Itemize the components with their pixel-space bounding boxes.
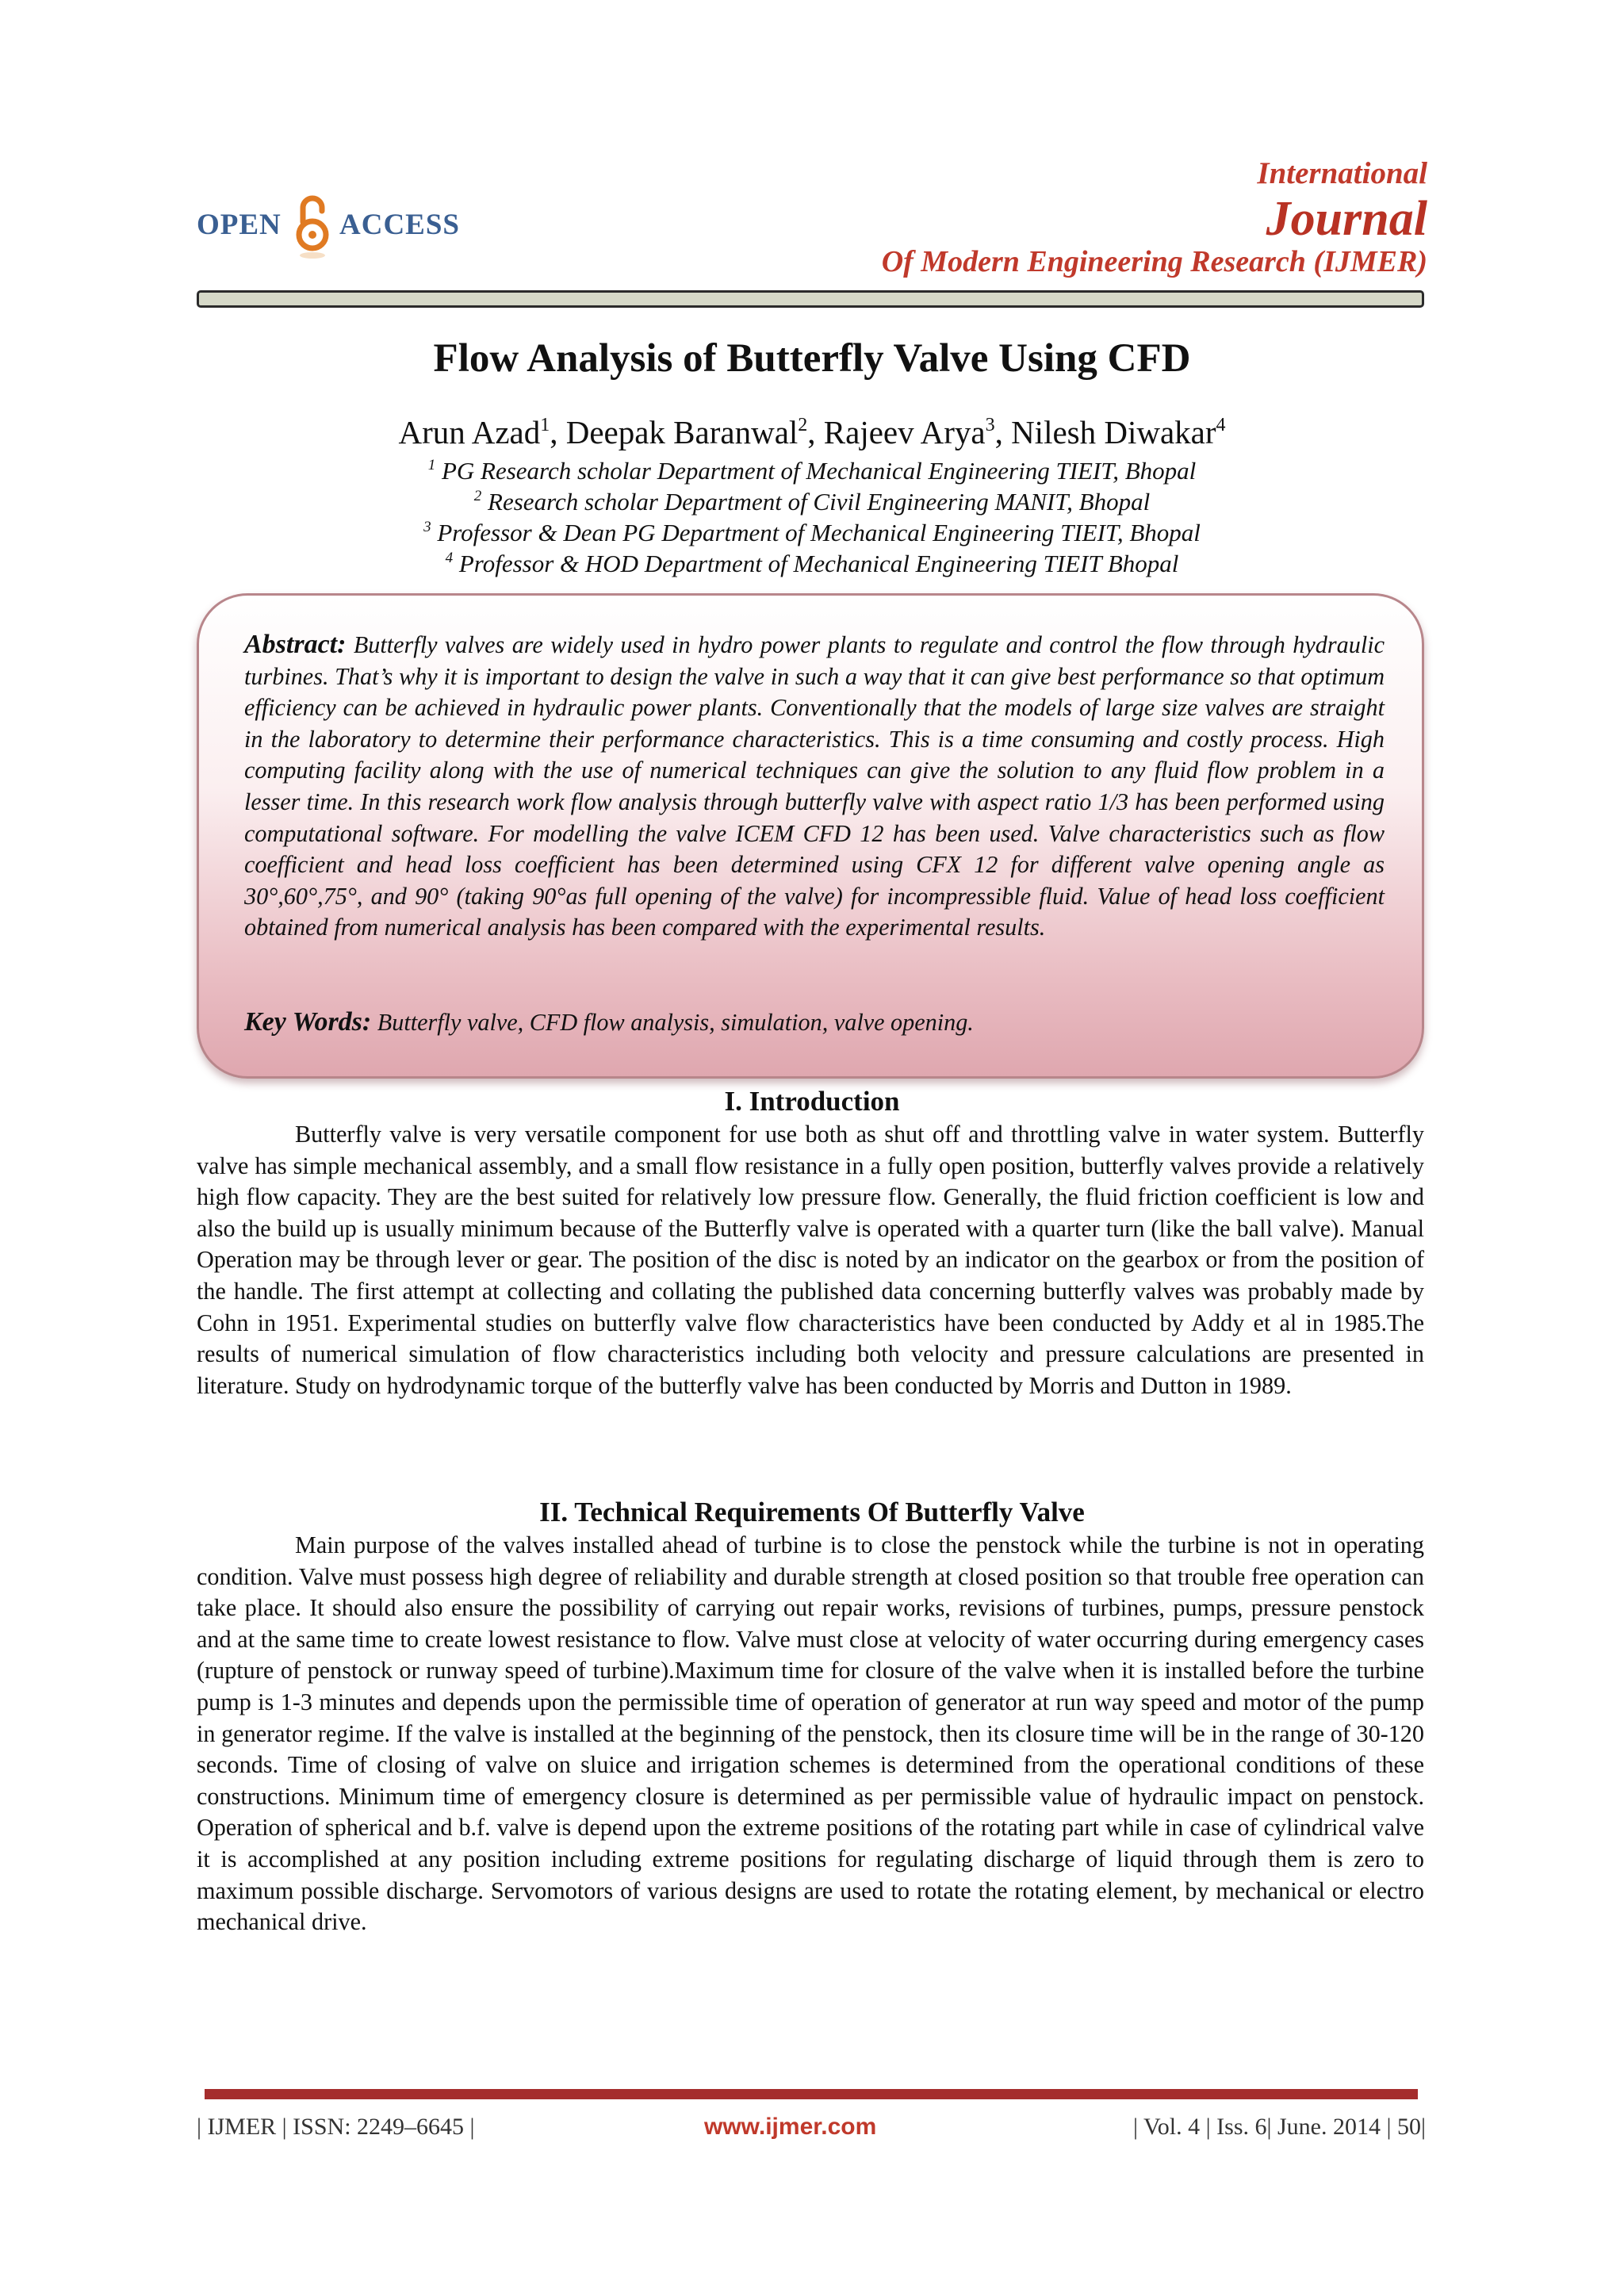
footer-journal-link[interactable]: www.ijmer.com	[704, 2114, 877, 2140]
journal-line-journal: Journal	[1266, 192, 1427, 246]
affiliation-line	[0, 517, 1624, 548]
section-body-technical-requirements: Main purpose of the valves installed ahead of turbine is to close the penstock while the turbine is not in operating condition. Valve must possess high degree of reliability and durable strength at closed position so that trouble free operation can take place. It should also ensure the possibility of carrying out repair works, revisions of turbines, pumps, pressure penstock and at the same time to create lowest resistance to flow. Valve must close at velocity of water occurring during emergency cases (rupture of penstock or runway speed of turbine).Maximum time for closure of the valve when it is installed before the turbine pump is 1-3 minutes and depends upon the permissible time of operation of generator at run way speed and motor of the pump in generator regime. If the valve is installed at the beginning of the penstock, then its closure time will be in the range of 30-120 seconds. Time of closing of valve on sluice and irrigation schemes is determined from the operational conditions of these constructions. Minimum time of emergency closure is determined as per permissible value of hydraulic impact on penstock. Operation of spherical and b.f. valve is depend upon the extreme positions of the rotating part while in case of cylindrical valve it is accomplished at any position including extreme positions for regulating discharge of liquid through them is zero to maximum possible discharge. Servomotors of various designs are used to rotate the rotating element, by mechanical or electro mechanical drive.	[197, 1531, 1424, 1936]
affiliation-line	[0, 455, 1624, 486]
paper-title: Flow Analysis of Butterfly Valve Using CFD	[433, 336, 1191, 381]
affiliation-text: Research scholar Department of Civil Engineering MANIT, Bhopal	[481, 488, 1151, 516]
footer-divider	[205, 2089, 1418, 2099]
affiliation-text: PG Research scholar Department of Mechanical Engineering TIEIT, Bhopal	[435, 457, 1197, 485]
author-name: Rajeev Arya	[823, 414, 986, 450]
keywords-label: Key Words:	[244, 1007, 372, 1037]
footer-issn: | IJMER | ISSN: 2249–6645 |	[197, 2114, 475, 2140]
journal-line-international: International	[1257, 156, 1427, 190]
section-body-introduction: Butterfly valve is very versatile component for use both as shut off and throttling valve in water system. Butterfly valve has simple mechanical assembly, and a small flow resistance in a fully open position, butterfly valves provide a relatively high flow capacity. They are the best suited for relatively low pressure flow. Generally, the fluid friction coefficient is low and also the build up is usually minimum because of the Butterfly valve is operated with a quarter turn (like the ball valve). Manual Operation may be through lever or gear. The position of the disc is noted by an indicator on the gearbox or from the position of the handle. The first attempt at collecting and collating the published data concerning butterfly valves was probably made by Cohn in 1951. Experimental studies on butterfly valve flow characteristics have been conducted by Addy et al in 1985.The results of numerical simulation of flow characteristics including both velocity and pressure calculations are presented in literature. Study on hydrodynamic torque of the butterfly valve has been conducted by Morris and Dutton in 1989.	[197, 1121, 1424, 1399]
open-access-logo	[197, 190, 482, 262]
open-lock-icon	[292, 190, 333, 262]
journal-line-ijmer: Of Modern Engineering Research (IJMER)	[881, 245, 1427, 278]
affiliation-text: Professor & Dean PG Department of Mechanical Engineering TIEIT, Bhopal	[431, 519, 1201, 546]
abstract-label: Abstract:	[244, 630, 347, 659]
affiliation-mark: 4	[445, 550, 454, 566]
affiliation-mark: 3	[423, 519, 431, 535]
author-affiliation-mark: 2	[798, 415, 808, 435]
section-heading-technical-requirements: II. Technical Requirements Of Butterfly Valve	[539, 1497, 1085, 1527]
header-divider	[197, 290, 1424, 308]
footer-volume-page: | Vol. 4 | Iss. 6| June. 2014 | 50|	[1133, 2114, 1426, 2140]
abstract-paragraph	[244, 629, 1385, 944]
affiliation-text: Professor & HOD Department of Mechanical Engineering TIEIT Bhopal	[453, 550, 1179, 577]
author-separator: ,	[807, 414, 824, 450]
keywords-text: Butterfly valve, CFD flow analysis, simulation, valve opening.	[371, 1009, 974, 1036]
affiliation-mark: 2	[473, 488, 482, 504]
author-affiliation-mark: 3	[985, 415, 995, 435]
open-access-word-open: OPEN	[197, 209, 282, 241]
author-name: Arun Azad	[398, 414, 541, 450]
affiliation-line	[0, 486, 1624, 517]
author-name: Nilesh Diwakar	[1011, 414, 1216, 450]
open-access-word-access: ACCESS	[339, 209, 460, 241]
affiliation-list	[0, 455, 1624, 579]
abstract-body: Butterfly valves are widely used in hydro power plants to regulate and control the flow through hydraulic turbines. That’s why it is important to design the valve in such a way that it can give best performance so that optimum efficiency can be achieved in hydraulic power plants. Conventionally that the models of large size valves are straight in the laboratory to determine their performance characteristics. This is a time consuming and costly process. High computing facility along with the use of numerical techniques can give the solution to any fluid flow problem in a lesser time. In this research work flow analysis through butterfly valve with aspect ratio 1/3 has been performed using computational software. For modelling the valve ICEM CFD 12 has been used. Valve characteristics such as flow coefficient and head loss coefficient has been determined using CFX 12 for different valve opening angle as 30°,60°,75°, and 90° (taking 90°as full opening of the valve) for incompressible fluid. Value of head loss coefficient obtained from numerical analysis has been compared with the experimental results.	[244, 631, 1385, 941]
section-heading-introduction: I. Introduction	[724, 1086, 900, 1117]
author-name: Deepak Baranwal	[565, 414, 799, 450]
author-separator: ,	[550, 414, 566, 450]
affiliation-mark: 1	[427, 457, 436, 473]
author-separator: ,	[994, 414, 1012, 450]
keywords-line	[244, 1006, 1385, 1038]
author-list	[0, 412, 1624, 452]
journal-name	[882, 155, 1427, 280]
affiliation-line	[0, 548, 1624, 579]
author-affiliation-mark: 1	[540, 415, 550, 435]
author-affiliation-mark: 4	[1216, 415, 1226, 435]
